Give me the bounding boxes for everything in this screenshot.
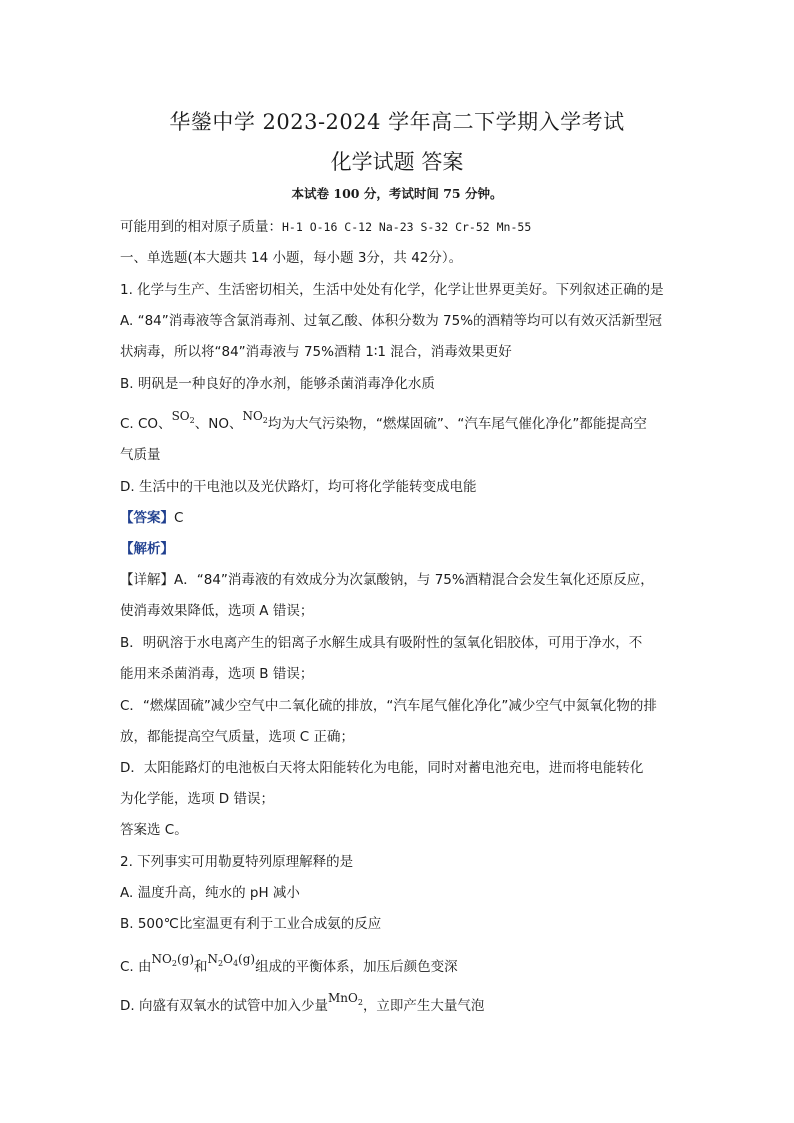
q1-detail-c-line1: C．“燃煤固硫”减少空气中二氧化硫的排放，“汽车尾气催化净化”减少空气中氮氧化物的排 <box>120 698 657 714</box>
q2-option-c-prefix: C. 由 <box>120 959 152 975</box>
q1-option-c-suffix: 均为大气污染物，“燃煤固硫”、“汽车尾气催化净化”都能提高空 <box>267 416 647 432</box>
q2-option-a: A. 温度升高，纯水的 pH 减小 <box>120 885 300 901</box>
q1-option-c-prefix: C. CO、 <box>120 416 172 432</box>
mno2-formula: MnO$_2$ <box>327 991 363 1007</box>
q2-option-d <box>120 991 485 1018</box>
atomic-masses-line <box>120 217 531 237</box>
q1-option-c-line2: 气质量 <box>120 447 161 463</box>
no2-formula: $NO_2$ <box>242 409 268 425</box>
exam-title: 华鎣中学 2023-2024 学年高二下学期入学考试 <box>169 110 625 134</box>
q2-option-c-and: 和 <box>194 959 208 975</box>
answer-value: C <box>174 510 184 526</box>
so2-formula: $SO_2$ <box>171 409 195 425</box>
q1-detail-a-line1 <box>120 570 654 590</box>
q1-option-a-line1: A. “84”消毒液等含氯消毒剂、过氧乙酸、体积分数为 75%的酒精等均可以有效灭活新型冠 <box>120 313 663 329</box>
analysis-tag: 【解析】 <box>120 541 174 557</box>
q1-option-c-line1 <box>120 409 647 436</box>
q1-conclusion: 答案选 C。 <box>120 822 188 838</box>
q2-option-b: B. 500℃比室温更有利于工业合成氨的反应 <box>120 916 382 932</box>
answer-tag: 【答案】 <box>120 510 174 526</box>
q1-analysis <box>120 539 174 559</box>
q2-option-c <box>120 952 458 979</box>
q1-option-c-mid: 、NO、 <box>194 416 243 432</box>
q1-detail-d-line2: 为化学能，选项 D 错误； <box>120 791 274 807</box>
q1-option-a-line2: 状病毒，所以将“84”消毒液与 75%酒精 1∶1 混合，消毒效果更好 <box>120 344 512 360</box>
q1-detail-b-line1: B．明矾溶于水电离产生的铝离子水解生成具有吸附性的氢氧化铝胶体，可用于净水，不 <box>120 635 643 651</box>
atomic-masses-label: 可能用到的相对原子质量： <box>120 219 282 235</box>
n2o4-gas-formula: $N_2O_4(g)$ <box>207 952 256 968</box>
section-heading: 一、单选题(本大题共 14 小题，每小题 3分，共 42分）。 <box>120 250 463 266</box>
q1-answer <box>120 508 183 528</box>
q1-detail-c-line2: 放，都能提高空气质量，选项 C 正确； <box>120 729 355 745</box>
q1-detail-b-line2: 能用来杀菌消毒，选项 B 错误； <box>120 666 314 682</box>
q2-stem: 2. 下列事实可用勒夏特列原理解释的是 <box>120 854 354 870</box>
q1-detail-a-line2: 使消毒效果降低，选项 A 错误； <box>120 603 314 619</box>
q2-option-d-suffix: ，立即产生大量气泡 <box>362 998 485 1014</box>
atomic-masses-values: H-1 O-16 C-12 Na-23 S-32 Cr-52 Mn-55 <box>282 220 532 234</box>
q2-option-c-suffix: 组成的平衡体系，加压后颜色变深 <box>255 959 458 975</box>
q1-stem: 1. 化学与生产、生活密切相关，生活中处处有化学，化学让世界更美好。下列叙述正确的是 <box>120 282 664 298</box>
q1-detail-d-line1: D．太阳能路灯的电池板白天将太阳能转化为电能，同时对蓄电池充电，进而将电能转化 <box>120 760 644 776</box>
detail-tag: 【详解】 <box>120 572 174 588</box>
q2-option-d-prefix: D. 向盛有双氧水的试管中加入少量 <box>120 998 328 1014</box>
q1-option-d: D. 生活中的干电池以及光伏路灯，均可将化学能转变成电能 <box>120 479 477 495</box>
q1-option-b: B. 明矾是一种良好的净水剂，能够杀菌消毒净化水质 <box>120 376 435 392</box>
exam-info: 本试卷 100 分，考试时间 75 分钟。 <box>291 186 503 201</box>
detail-a-text: A．“84”消毒液的有效成分为次氯酸钠，与 75%酒精混合会发生氧化还原反应， <box>174 572 654 588</box>
exam-subtitle: 化学试题 答案 <box>330 150 464 174</box>
no2-gas-formula: $NO_2(g)$ <box>151 952 194 968</box>
